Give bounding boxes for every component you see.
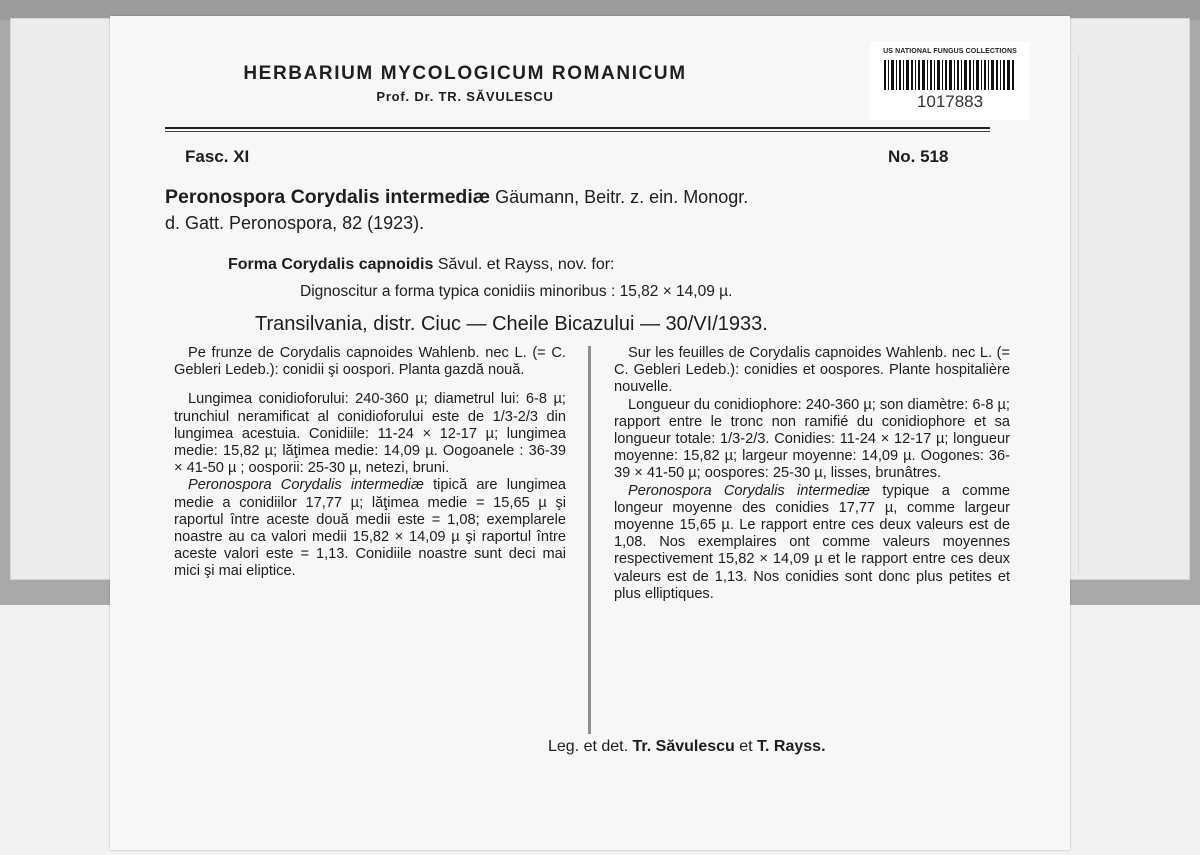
collector-and: et bbox=[734, 738, 758, 755]
romanian-paragraph-comparison bbox=[174, 477, 566, 580]
packet-fold-right bbox=[1078, 54, 1159, 574]
french-comparison-text: typique a comme longeur moyenne des conidies 17,77 µ, comme largeur moyenne 15,65 µ. Le rapport entre ces deux valeurs est de 1,08. Nos exemplaires ont comme valeurs moyennes respectivement 15,82 × 14,09 µ et le rapport entre ces deux valeurs est de 1,13. Nos conidies sont donc plus petites et plus elliptiques. bbox=[614, 482, 1011, 602]
barcode-sticker bbox=[870, 42, 1030, 120]
species-title bbox=[165, 184, 1015, 236]
header-rule-thick bbox=[165, 127, 990, 129]
french-paragraph-measurements: Longueur du conidiophore: 240-360 µ; son diamètre: 6-8 µ; rapport entre le tronc non ramifié du conidiophore et sa longueur totale: 1/3-2/3. Conidies: 11-24 × 12-17 µ; longueur moyenne: 15,82 µ; largeur moyenne: 14,09 µ. Oogones: 36-39 × 41-50 µ; oospores: 25-30 µ, lisses, brunâtres. bbox=[614, 396, 1010, 482]
species-name: Peronospora Corydalis intermediæ bbox=[165, 186, 491, 208]
herbarium-title: HERBARIUM MYCOLOGICUM ROMANICUM bbox=[243, 63, 687, 84]
romanian-comparison-text: tipică are lungimea medie a conidiilor 17,77 µ; lăţimea medie = 15,65 µ şi raportul între aceste două medii este = 1,08; exemplarele noastre au ca valori medii 15,82 × 14,09 µ şi raportul între aceste valori este = 1,13. Conidiile noastre sunt deci mai mici şi mai eliptice. bbox=[174, 477, 566, 580]
romanian-paragraph-host: Pe frunze de Corydalis capnoides Wahlenb. nec L. (= C. Gebleri Ledeb.): conidii şi oospori. Planta gazdă nouă. bbox=[174, 345, 566, 379]
french-description bbox=[614, 345, 1010, 603]
romanian-species-italic: Peronospora Corydalis intermediæ bbox=[188, 477, 424, 494]
fascicle-number: Fasc. XI bbox=[185, 147, 250, 166]
forma-author: Săvul. et Rayss, nov. for: bbox=[433, 256, 615, 273]
french-paragraph-comparison bbox=[614, 483, 1010, 603]
forma-name: Forma Corydalis capnoidis bbox=[228, 256, 434, 273]
romanian-description bbox=[174, 345, 566, 581]
header-rule-thin bbox=[165, 131, 990, 132]
barcode-caption: US NATIONAL FUNGUS COLLECTIONS bbox=[883, 48, 1017, 55]
exsiccata-number: No. 518 bbox=[888, 147, 949, 166]
barcode-number: 1017883 bbox=[916, 92, 984, 111]
locality: Transilvania, distr. Ciuc — Cheile Bicazului — 30/VI/1933. bbox=[255, 313, 768, 335]
collector-line bbox=[548, 738, 1008, 756]
species-author-line1: Gäumann, Beitr. z. ein. Monogr. bbox=[490, 187, 749, 207]
barcode-icon bbox=[884, 60, 1016, 90]
collector-prefix: Leg. et det. bbox=[548, 738, 633, 755]
column-divider bbox=[588, 346, 591, 734]
collector-name-1: Tr. Săvulescu bbox=[632, 738, 735, 755]
french-species-italic: Peronospora Corydalis intermediæ bbox=[628, 482, 871, 499]
forma-line bbox=[228, 256, 988, 274]
species-author-line2: d. Gatt. Peronospora, 82 (1923). bbox=[165, 213, 425, 233]
romanian-paragraph-measurements: Lungimea conidioforului: 240-360 µ; diametrul lui: 6-8 µ; trunchiul neramificat al conidioforului este de 1/3-2/3 din lungimea acestuia. Conidiile: 11-24 × 12-17 µ; lungimea medie: 15,82 µ; lăţimea medie: 14,09 µ. Oogoanele : 36-39 × 41-50 µ ; oosporii: 25-30 µ, netezi, bruni. bbox=[174, 391, 566, 477]
french-paragraph-host: Sur les feuilles de Corydalis capnoides Wahlenb. nec L. (= C. Gebleri Ledeb.): conidies et oospores. Plante hospitalière nouvelle. bbox=[614, 345, 1010, 396]
herbarium-subtitle: Prof. Dr. TR. SĂVULESCU bbox=[376, 89, 554, 104]
collector-name-2: T. Rayss. bbox=[757, 738, 826, 755]
forma-diagnosis: Dignoscitur a forma typica conidiis minoribus : 15,82 × 14,09 µ. bbox=[300, 283, 733, 300]
